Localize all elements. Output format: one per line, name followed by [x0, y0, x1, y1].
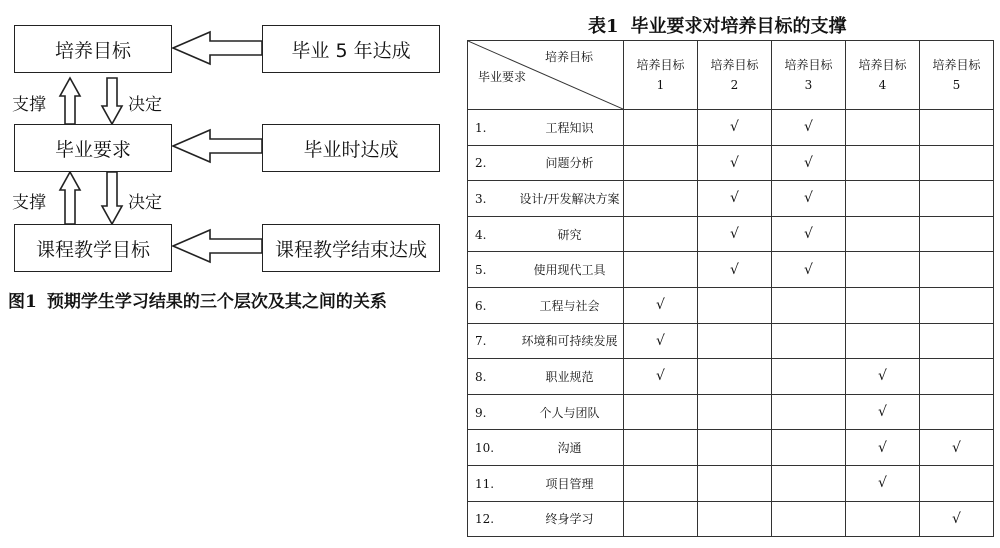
support-cell — [772, 145, 846, 181]
support-cell — [846, 287, 920, 323]
support-cell — [698, 252, 772, 288]
support-cell — [624, 394, 698, 430]
support-cell — [772, 465, 846, 501]
check-mark: √ — [656, 332, 665, 349]
check-mark: √ — [804, 261, 813, 278]
five-year-box: 毕业 5 年达成 — [262, 25, 440, 73]
table-row — [468, 465, 994, 501]
support-cell — [846, 501, 920, 537]
column-header-prefix: 培养目标 — [858, 58, 907, 72]
requirement-name: 职业规范 — [545, 369, 594, 384]
check-mark: √ — [730, 261, 739, 278]
support-cell — [624, 323, 698, 359]
requirement-number: 3. — [475, 191, 487, 206]
support-cell — [846, 110, 920, 146]
requirement-number: 12. — [475, 512, 495, 527]
support-cell — [920, 465, 994, 501]
table-row — [468, 323, 994, 359]
support-cell — [846, 323, 920, 359]
support-cell — [846, 145, 920, 181]
requirement-number: 10. — [475, 441, 495, 456]
table-header-row — [468, 41, 994, 110]
table-caption — [588, 12, 847, 38]
support-cell — [846, 252, 920, 288]
course-end-box: 课程教学结束达成 — [262, 224, 440, 272]
support-cell — [624, 501, 698, 537]
support-cell — [624, 359, 698, 395]
support-cell — [920, 181, 994, 217]
support-cell — [698, 216, 772, 252]
support-cell — [698, 359, 772, 395]
column-header-prefix: 培养目标 — [932, 58, 981, 72]
decide-label-1: 决定 — [128, 95, 162, 115]
check-mark: √ — [878, 475, 887, 492]
check-mark: √ — [730, 190, 739, 207]
requirement-name: 问题分析 — [545, 156, 594, 171]
support-label-2: 支撑 — [12, 193, 46, 213]
requirement-cell — [468, 216, 624, 252]
support-cell — [846, 216, 920, 252]
support-cell — [920, 359, 994, 395]
requirement-number: 9. — [475, 405, 487, 420]
table-row — [468, 252, 994, 288]
requirement-name: 环境和可持续发展 — [521, 334, 618, 349]
requirement-cell — [468, 252, 624, 288]
support-cell — [698, 430, 772, 466]
column-header-number: 5 — [952, 78, 961, 92]
check-mark: √ — [804, 190, 813, 207]
support-cell — [920, 110, 994, 146]
requirement-cell — [468, 181, 624, 217]
requirement-cell — [468, 359, 624, 395]
training-goals-box: 培养目标 — [14, 25, 172, 73]
graduation-requirements-box: 毕业要求 — [14, 124, 172, 172]
support-cell — [846, 394, 920, 430]
support-cell — [624, 110, 698, 146]
support-cell — [624, 145, 698, 181]
column-header-number: 4 — [878, 78, 887, 92]
check-mark: √ — [952, 510, 961, 527]
support-cell — [920, 216, 994, 252]
support-cell — [772, 430, 846, 466]
table-row — [468, 430, 994, 466]
requirement-name: 项目管理 — [545, 476, 594, 491]
figure-caption — [8, 287, 387, 312]
requirement-number: 1. — [475, 120, 487, 135]
column-header — [846, 41, 920, 110]
support-cell — [772, 181, 846, 217]
table-row — [468, 359, 994, 395]
column-header — [920, 41, 994, 110]
requirement-number: 11. — [475, 476, 495, 491]
support-cell — [772, 359, 846, 395]
support-cell — [772, 110, 846, 146]
requirement-name: 沟通 — [557, 441, 582, 456]
requirement-name: 终身学习 — [545, 512, 594, 527]
requirement-cell — [468, 323, 624, 359]
corner-label-requirements: 毕业要求 — [478, 70, 527, 84]
support-cell — [920, 252, 994, 288]
requirement-name: 个人与团队 — [539, 405, 600, 420]
check-mark: √ — [804, 226, 813, 243]
decide-arrow-2 — [102, 172, 122, 224]
support-cell — [920, 145, 994, 181]
table-row — [468, 145, 994, 181]
requirement-cell — [468, 394, 624, 430]
support-cell — [624, 252, 698, 288]
check-mark: √ — [804, 154, 813, 171]
support-cell — [624, 216, 698, 252]
arrow-graduation-to-requirements — [173, 130, 262, 162]
support-cell — [772, 323, 846, 359]
table-row — [468, 501, 994, 537]
check-mark: √ — [730, 154, 739, 171]
requirement-number: 2. — [475, 156, 487, 171]
figure-caption-text: 预期学生学习结果的三个层次及其之间的关系 — [46, 292, 387, 312]
support-cell — [920, 394, 994, 430]
support-cell — [698, 110, 772, 146]
column-header — [698, 41, 772, 110]
support-cell — [698, 465, 772, 501]
check-mark: √ — [656, 297, 665, 314]
column-header-prefix: 培养目标 — [636, 58, 685, 72]
support-cell — [624, 430, 698, 466]
requirement-name: 使用现代工具 — [533, 263, 606, 278]
support-cell — [846, 181, 920, 217]
support-cell — [772, 501, 846, 537]
check-mark: √ — [656, 368, 665, 385]
table-body — [468, 110, 994, 537]
column-header — [624, 41, 698, 110]
requirement-cell — [468, 430, 624, 466]
check-mark: √ — [730, 119, 739, 136]
support-arrow-1 — [60, 78, 80, 124]
support-cell — [772, 252, 846, 288]
requirement-cell — [468, 145, 624, 181]
requirement-cell — [468, 287, 624, 323]
support-cell — [698, 181, 772, 217]
requirement-cell — [468, 465, 624, 501]
column-header-number: 3 — [804, 78, 813, 92]
check-mark: √ — [878, 404, 887, 421]
table-corner-cell — [468, 41, 624, 110]
support-cell — [772, 394, 846, 430]
column-header-number: 2 — [730, 78, 739, 92]
support-cell — [698, 394, 772, 430]
requirement-name: 工程知识 — [545, 120, 594, 135]
arrow-5year-to-goals — [173, 32, 262, 64]
figure-caption-number: 图1 — [8, 292, 37, 312]
arrow-course-end-to-course — [173, 230, 262, 262]
requirement-number: 5. — [475, 263, 487, 278]
support-cell — [624, 287, 698, 323]
column-header — [772, 41, 846, 110]
support-cell — [624, 181, 698, 217]
table-row — [468, 110, 994, 146]
requirement-name: 工程与社会 — [539, 298, 600, 313]
support-cell — [698, 323, 772, 359]
requirements-table — [467, 40, 994, 537]
decide-label-2: 决定 — [128, 193, 162, 213]
requirement-cell — [468, 501, 624, 537]
check-mark: √ — [878, 368, 887, 385]
check-mark: √ — [804, 119, 813, 136]
support-cell — [698, 501, 772, 537]
decide-arrow-1 — [102, 78, 122, 124]
support-cell — [846, 430, 920, 466]
table-row — [468, 216, 994, 252]
requirement-name: 设计/开发解决方案 — [519, 191, 620, 206]
requirement-name: 研究 — [557, 227, 582, 242]
support-cell — [624, 465, 698, 501]
table-caption-number: 表1 — [588, 16, 619, 37]
support-cell — [772, 216, 846, 252]
column-header-prefix: 培养目标 — [710, 58, 759, 72]
requirement-cell — [468, 110, 624, 146]
requirement-number: 4. — [475, 227, 487, 242]
check-mark: √ — [730, 226, 739, 243]
requirement-number: 7. — [475, 334, 487, 349]
column-header-number: 1 — [656, 78, 665, 92]
table-row — [468, 181, 994, 217]
support-cell — [698, 287, 772, 323]
support-cell — [920, 430, 994, 466]
support-cell — [920, 501, 994, 537]
requirement-number: 6. — [475, 298, 487, 313]
at-graduation-box: 毕业时达成 — [262, 124, 440, 172]
table-caption-text: 毕业要求对培养目标的支撑 — [630, 16, 847, 37]
corner-label-goals: 培养目标 — [544, 50, 593, 64]
support-cell — [920, 287, 994, 323]
requirement-number: 8. — [475, 369, 487, 384]
support-cell — [772, 287, 846, 323]
check-mark: √ — [878, 439, 887, 456]
table-row — [468, 394, 994, 430]
course-objectives-box: 课程教学目标 — [14, 224, 172, 272]
column-header-prefix: 培养目标 — [784, 58, 833, 72]
support-cell — [920, 323, 994, 359]
support-label-1: 支撑 — [12, 95, 46, 115]
support-cell — [846, 465, 920, 501]
support-cell — [698, 145, 772, 181]
support-arrow-2 — [60, 172, 80, 224]
table-row — [468, 287, 994, 323]
check-mark: √ — [952, 439, 961, 456]
support-cell — [846, 359, 920, 395]
